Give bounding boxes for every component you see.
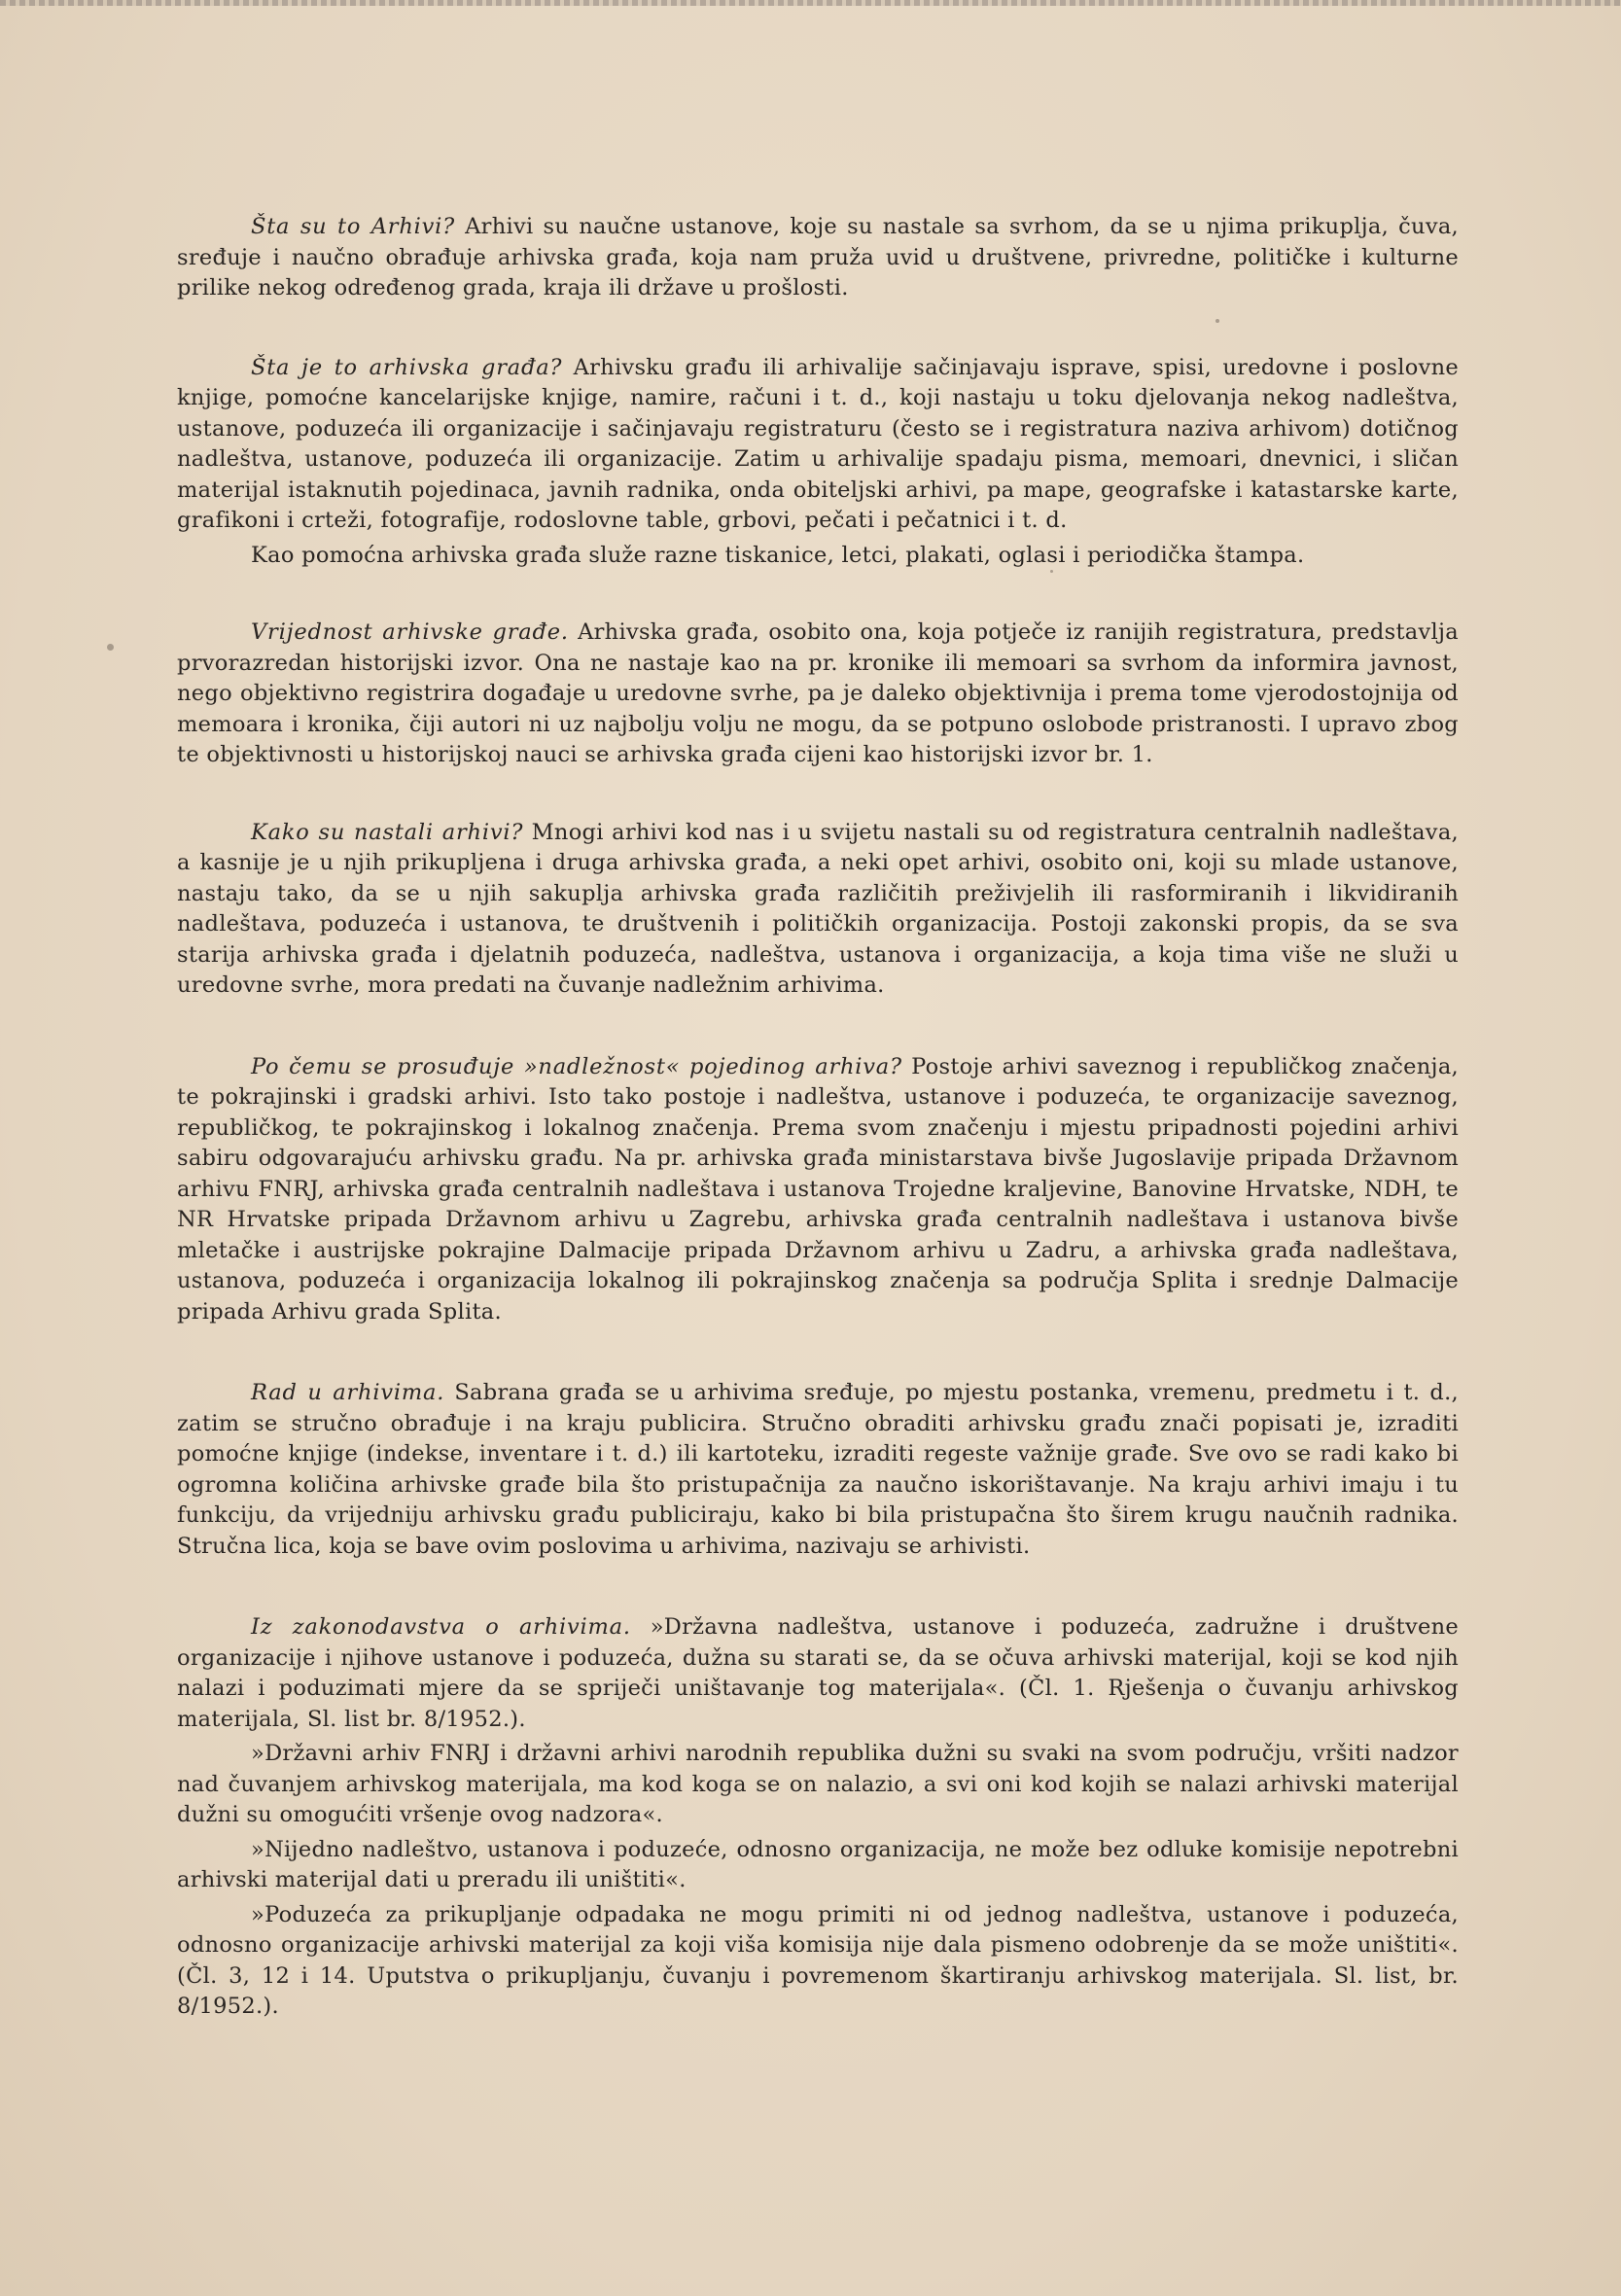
- paper-speck: [107, 644, 114, 651]
- paragraph: [177, 1052, 1459, 1328]
- paragraph: [177, 1835, 1459, 1896]
- paragraph: [177, 212, 1459, 304]
- section-title: Rad u arhivima.: [251, 1380, 445, 1405]
- section-title: Šta je to arhivska građa?: [251, 354, 563, 380]
- paragraph-text: »Poduzeća za prikupljanje odpadaka ne mogu primiti ni od jednog nadleštva, ustanove i poduzeća, odnosno organizacije arhivski materijal za koji viša komisija nije dala pismeno odobrenje da se može uništiti«. (Čl. 3, 12 i 14. Uputstva o prikupljanju, čuvanju i povremenom škartiranju arhivskog materijala. Sl. list, br. 8/1952.).: [177, 1901, 1459, 2019]
- paragraph: [177, 618, 1459, 771]
- section-title: Po čemu se prosuđuje »nadležnost« pojedinog arhiva?: [251, 1053, 902, 1079]
- section-title: Šta su to Arhivi?: [251, 214, 456, 239]
- section-archival-material: [177, 353, 1459, 572]
- paragraph-text: Postoje arhivi saveznog i republičkog značenja, te pokrajinski i gradski arhivi. Isto tako postoje i nadleštva, ustanove i poduzeća, te organizacije saveznog, republičkog, te pokrajinskog i lokalnog značenja. Prema svom značenju i mjestu pripadnosti pojedini arhivi sabiru odgovarajuću arhivsku građu. Na pr. arhivska građa ministarstava bivše Jugoslavije pripada Državnom arhivu FNRJ, arhivska građa centralnih nadleštava i ustanova Trojedne kraljevine, Banovine Hrvatske, NDH, te NR Hrvatske pripada Državnom arhivu u Zagrebu, arhivska građa centralnih nadleštava i ustanova bivše mletačke i austrijske pokrajine Dalmacije pripada Državnom arhivu u Zadru, a arhivska građa nadleštava, ustanova, poduzeća i organizacija lokalnog ili pokrajinskog značenja sa područja Splita i srednje Dalmacije pripada Arhivu grada Splita.: [177, 1053, 1459, 1325]
- paragraph-text: Arhivi su naučne ustanove, koje su nastale sa svrhom, da se u njima prikuplja, čuva, sređuje i naučno obrađuje arhivska građa, koja nam pruža uvid u društvene, privredne, političke i kulturne prilike nekog određenog grada, kraja ili države u prošlosti.: [177, 214, 1460, 300]
- document-body: [177, 212, 1459, 2023]
- paragraph: [177, 541, 1459, 572]
- paragraph: [177, 818, 1459, 1002]
- paragraph: [177, 353, 1459, 537]
- paragraph-text: Mnogi arhivi kod nas i u svijetu nastali su od registratura centralnih nadleštava, a kasnije je u njih prikupljena i druga arhivska građa, a neki opet arhivi, osobito oni, koji su mlade ustanove, nastaju tako, da se u njih sakuplja arhivska građa različitih preživjelih ili rasformiranih i likvidiranih nadleštava, poduzeća i ustanova, te društvenih i političkih organizacija. Postoji zakonski propis, da se sva starija arhivska građa i djelatnih poduzeća, nadleštva, ustanova i organizacija, a koja tima više ne služi u uredovne svrhe, mora predati na čuvanje nadležnim arhivima.: [177, 819, 1459, 998]
- paragraph-text: Kao pomoćna arhivska građa služe razne tiskanice, letci, plakati, oglasi i periodička štampa.: [251, 542, 1305, 568]
- paragraph-text: »Državni arhiv FNRJ i državni arhivi narodnih republika dužni su svaki na svom području, vršiti nadzor nad čuvanjem arhivskog materijala, ma kod koga se on nalazio, a svi oni kod kojih se nalazi arhivski materijal dužni su omogućiti vršenje ovog nadzora«.: [177, 1741, 1459, 1827]
- paragraph: [177, 1612, 1459, 1735]
- paragraph-text: Sabrana građa se u arhivima sređuje, po mjestu postanka, vremenu, predmetu i t. d., zatim se stručno obrađuje i na kraju publicira. Stručno obraditi arhivsku građu znači popisati je, izraditi pomoćne knjige (indekse, inventare i t. d.) ili kartoteku, izraditi regeste važnije građe. Sve ovo se radi kako bi ogromna količina arhivske građe bila što pristupačnija za naučno iskorištavanje. Na kraju arhivi imaju i tu funkciju, da vrijedniju arhivsku građu publiciraju, kako bi bila pristupačna što širem krugu naučnih radnika. Stručna lica, koja se bave ovim poslovima u arhivima, nazivaju se arhivisti.: [177, 1380, 1460, 1559]
- section-what-are-archives: [177, 212, 1459, 304]
- paragraph-text: Arhivska građa, osobito ona, koja potječe iz ranijih registratura, predstavlja prvorazredan historijski izvor. Ona ne nastaje kao na pr. kronike ili memoari sa svrhom da informira javnost, nego objektivno registrira događaje u uredovne svrhe, pa je daleko objektivnija i prema tome vjerodostojnija od memoara i kronika, čiji autori ni uz najbolju volju ne mogu, da se potpuno oslobode pristranosti. I upravo zbog te objektivnosti u historijskoj nauci se arhivska građa cijeni kao historijski izvor br. 1.: [177, 619, 1459, 767]
- paragraph: [177, 1900, 1459, 2023]
- section-work-in-archives: [177, 1378, 1459, 1562]
- section-title: Kako su nastali arhivi?: [251, 819, 524, 845]
- section-legislation-on-archives: [177, 1612, 1459, 2023]
- section-archive-jurisdiction: [177, 1052, 1459, 1328]
- section-title: Iz zakonodavstva o arhivima.: [251, 1614, 631, 1640]
- paragraph: [177, 1378, 1459, 1562]
- section-value-of-archival-material: [177, 618, 1459, 771]
- section-title: Vrijednost arhivske građe.: [251, 619, 569, 645]
- paragraph-text: »Nijedno nadleštvo, ustanova i poduzeće, odnosno organizacija, ne može bez odluke komisije nepotrebni arhivski materijal dati u preradu ili uništiti«.: [177, 1836, 1459, 1892]
- page-top-edge: [0, 0, 1621, 6]
- paragraph-text: Arhivsku građu ili arhivalije sačinjavaju isprave, spisi, uredovne i poslovne knjige, pomoćne kancelarijske knjige, namire, računi i t. d., koji nastaju u toku djelovanja nekog nadleštva, ustanove, poduzeća ili organizacije i sačinjavaju registraturu (često se i registratura naziva arhivom) dotičnog nadleštva, ustanove, poduzeća ili organizacije. Zatim u arhivalije spadaju pisma, memoari, dnevnici, i sličan materijal istaknutih pojedinaca, javnih radnika, onda obiteljski arhivi, pa mape, geografske i katastarske karte, grafikoni i crteži, fotografije, rodoslovne table, grbovi, pečati i pečatnici i t. d.: [177, 354, 1459, 533]
- paragraph: [177, 1739, 1459, 1831]
- section-how-archives-arose: [177, 818, 1459, 1002]
- paragraph-text: »Državna nadleštva, ustanove i poduzeća, zadružne i društvene organizacije i njihove ustanove i poduzeća, dužna su starati se, da se očuva arhivski materijal, koji se kod njih nalazi i poduzimati mjere da se spriječi uništavanje tog materijala«. (Čl. 1. Rješenja o čuvanju arhivskog materijala, Sl. list br. 8/1952.).: [177, 1614, 1459, 1732]
